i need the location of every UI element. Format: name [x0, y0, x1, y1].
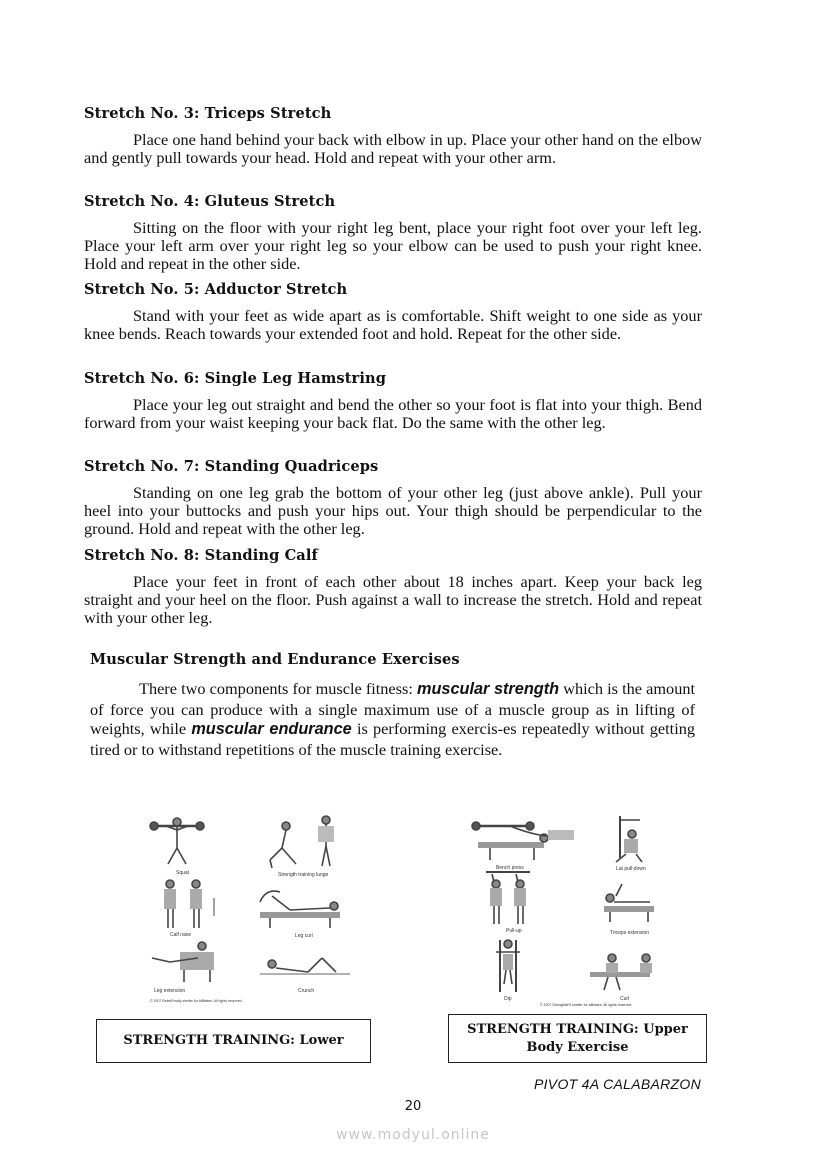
stretch-7-heading: Stretch No. 7: Standing Quadriceps [84, 458, 379, 475]
stretch-3-text: Place one hand behind your back with elbow in up. Place your other hand on the elbow and gently pull towards your head. Hold and repeat with your other arm. [84, 130, 702, 167]
muscular-text-part-1: There two components for muscle fitness: [139, 679, 417, 698]
label-crunch: Crunch [298, 988, 315, 994]
page-number: 20 [404, 1099, 422, 1114]
label-lat-pull-down: Lat pull-down [616, 866, 646, 872]
label-calf-raise: Calf raise [170, 932, 192, 938]
stretch-8-text: Place your feet in front of each other about 18 inches apart. Keep your back leg straight and your heel on the floor. Push against a wall to increase the stretch. Hold and repeat with your other leg. [84, 572, 702, 627]
stretch-5-heading: Stretch No. 5: Adductor Stretch [84, 281, 348, 298]
caption-strength-lower: STRENGTH TRAINING: Lower [96, 1019, 371, 1063]
label-dip: Dip [504, 996, 512, 1002]
caption-strength-upper: STRENGTH TRAINING: Upper Body Exercise [448, 1014, 707, 1063]
stretch-3-heading: Stretch No. 3: Triceps Stretch [84, 105, 332, 122]
curl-figure [590, 954, 652, 990]
stretch-4-heading: Stretch No. 4: Gluteus Stretch [84, 193, 336, 210]
lower-body-illustration [140, 812, 380, 1008]
stretch-7-text: Standing on one leg grab the bottom of your other leg (just above ankle). Pull your heel into your buttocks and push your hips out. Your thigh should be perpendicular to the ground. Hold and repeat with the other leg. [84, 483, 702, 538]
label-leg-extension: Leg extension [154, 988, 186, 994]
dip-figure [496, 940, 520, 992]
leg-extension-figure [152, 942, 214, 982]
lunge-figure [270, 816, 334, 868]
label-pull-up: Pull-up [506, 928, 522, 934]
stretch-4-text: Sitting on the floor with your right leg bent, place your right foot over your left leg. Place your left arm over your right leg so your elbow can be used to push your right knee. Hold and repeat in the other side. [84, 218, 702, 273]
muscular-text-part-3: is performing exercis-es repeatedly without getting tired or to withstand repetitions of the muscle training exercise. [90, 719, 695, 759]
term-muscular-strength: muscular strength [416, 680, 560, 698]
pull-up-figure [486, 872, 530, 924]
label-triceps-extension: Triceps extension [610, 930, 649, 936]
bench-press-figure [472, 822, 574, 860]
label-leg-curl: Leg curl [295, 933, 313, 939]
triceps-extension-figure [604, 884, 654, 922]
label-strength-training-lunge: Strength training lunge [278, 872, 329, 878]
label-squat: Squat [176, 870, 190, 876]
muscular-text [90, 679, 695, 759]
lat-pull-down-figure [616, 816, 642, 862]
muscular-text-part-2: which is the amount of force you can produce with a single maximum use of a muscle group as in lifting of weights, while [90, 679, 695, 738]
stretch-6-heading: Stretch No. 6: Single Leg Hamstring [84, 370, 387, 387]
term-muscular-endurance: muscular endurance [191, 720, 352, 738]
label-bench-press: Bench press [496, 865, 524, 871]
source-label: PIVOT 4A CALABARZON [533, 1076, 701, 1092]
stretch-5-text: Stand with your feet as wide apart as is comfortable. Shift weight to one side as your knee bends. Reach towards your extended foot and hold. Repeat for the other side. [84, 306, 702, 343]
label-curl: Curl [620, 996, 630, 1002]
lower-copyright: © 2007 RelaxFinally shelter for Affiliates. All rights reserved. [150, 999, 243, 1003]
stretch-8-heading: Stretch No. 8: Standing Calf [84, 547, 318, 564]
watermark: www.modyul.online [336, 1127, 490, 1143]
calf-raise-figure [164, 880, 214, 928]
leg-curl-figure [260, 891, 340, 928]
stretch-6-text: Place your leg out straight and bend the other so your foot is flat into your thigh. Bend forward from your waist keeping your back flat. Do the same with the other leg. [84, 395, 702, 432]
muscular-heading: Muscular Strength and Endurance Exercises [90, 651, 460, 668]
upper-body-illustration [470, 812, 670, 1008]
upper-copyright: © 2007 StrengthsFit shelter for affiliates. All rights reserved. [540, 1003, 633, 1007]
squat-figure [150, 818, 204, 864]
crunch-figure [260, 958, 350, 974]
